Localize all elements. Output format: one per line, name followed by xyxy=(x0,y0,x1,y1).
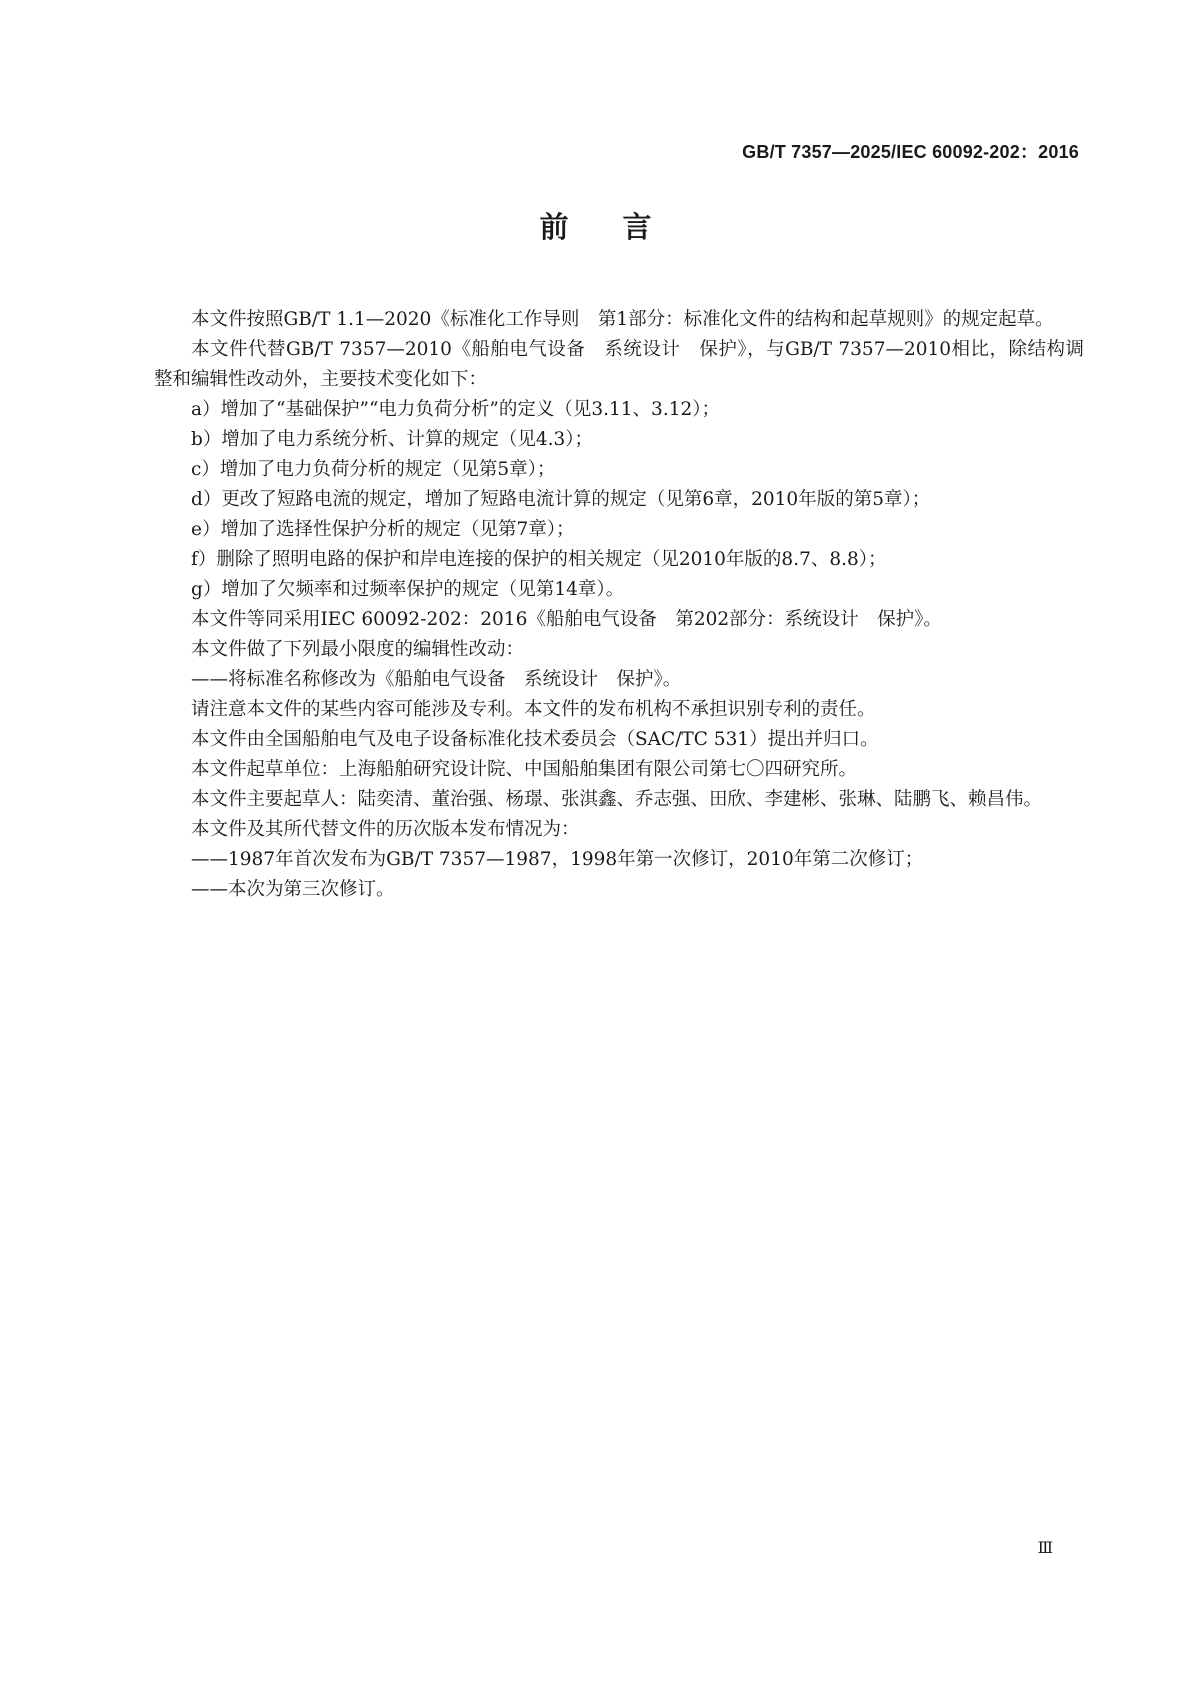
standard-code-header: GB/T 7357—2025/IEC 60092-202：2016 xyxy=(742,142,1079,162)
dash-item-name-change: ——将标准名称修改为《船舶电气设备 系统设计 保护》。 xyxy=(191,669,682,690)
page-number: Ⅲ xyxy=(1037,1538,1053,1557)
paragraph-replacement: 本文件代替GB/T 7357—2010《船舶电气设备 系统设计 保护》，与GB/T 7357—2010相比，除结构调整和编辑性改动外，主要技术变化如下： xyxy=(154,339,1084,390)
foreword-body xyxy=(154,305,1084,905)
paragraph-history-intro: 本文件及其所代替文件的历次版本发布情况为： xyxy=(191,819,580,840)
change-item-d: d）更改了短路电流的规定，增加了短路电流计算的规定（见第6章，2010年版的第5章）； xyxy=(191,489,931,510)
page-title: 前言 xyxy=(539,210,706,244)
paragraph-drafting-units: 本文件起草单位：上海船舶研究设计院、中国船舶集团有限公司第七〇四研究所。 xyxy=(191,759,858,780)
dash-item-history-2: ——本次为第三次修订。 xyxy=(191,879,395,900)
dash-item-history-1: ——1987年首次发布为GB/T 7357—1987，1998年第一次修订，2010年第二次修订； xyxy=(191,849,924,870)
paragraph-patent-notice: 请注意本文件的某些内容可能涉及专利。本文件的发布机构不承担识别专利的责任。 xyxy=(191,699,876,720)
change-item-a: a）增加了“基础保护”“电力负荷分析”的定义（见3.11、3.12）； xyxy=(191,399,720,420)
change-item-g: g）增加了欠频率和过频率保护的规定（见第14章）。 xyxy=(191,579,625,600)
paragraph-equivalent-adoption: 本文件等同采用IEC 60092-202：2016《船舶电气设备 第202部分：系统设计 保护》。 xyxy=(191,609,942,630)
change-item-b: b）增加了电力系统分析、计算的规定（见4.3）； xyxy=(191,429,594,450)
change-item-f: f）删除了照明电路的保护和岸电连接的保护的相关规定（见2010年版的8.7、8.8）； xyxy=(191,549,887,570)
change-item-c: c）增加了电力负荷分析的规定（见第5章）； xyxy=(191,459,556,480)
paragraph-committee: 本文件由全国船舶电气及电子设备标准化技术委员会（SAC/TC 531）提出并归口。 xyxy=(191,729,879,750)
paragraph-drafting-rules: 本文件按照GB/T 1.1—2020《标准化工作导则 第1部分：标准化文件的结构和起草规则》的规定起草。 xyxy=(191,309,1054,330)
paragraph-editorial-changes: 本文件做了下列最小限度的编辑性改动： xyxy=(191,639,525,660)
paragraph-drafters: 本文件主要起草人：陆奕清、董治强、杨璟、张淇鑫、乔志强、田欣、李建彬、张琳、陆鹏飞、赖昌伟。 xyxy=(191,789,1043,810)
change-item-e: e）增加了选择性保护分析的规定（见第7章）； xyxy=(191,519,575,540)
